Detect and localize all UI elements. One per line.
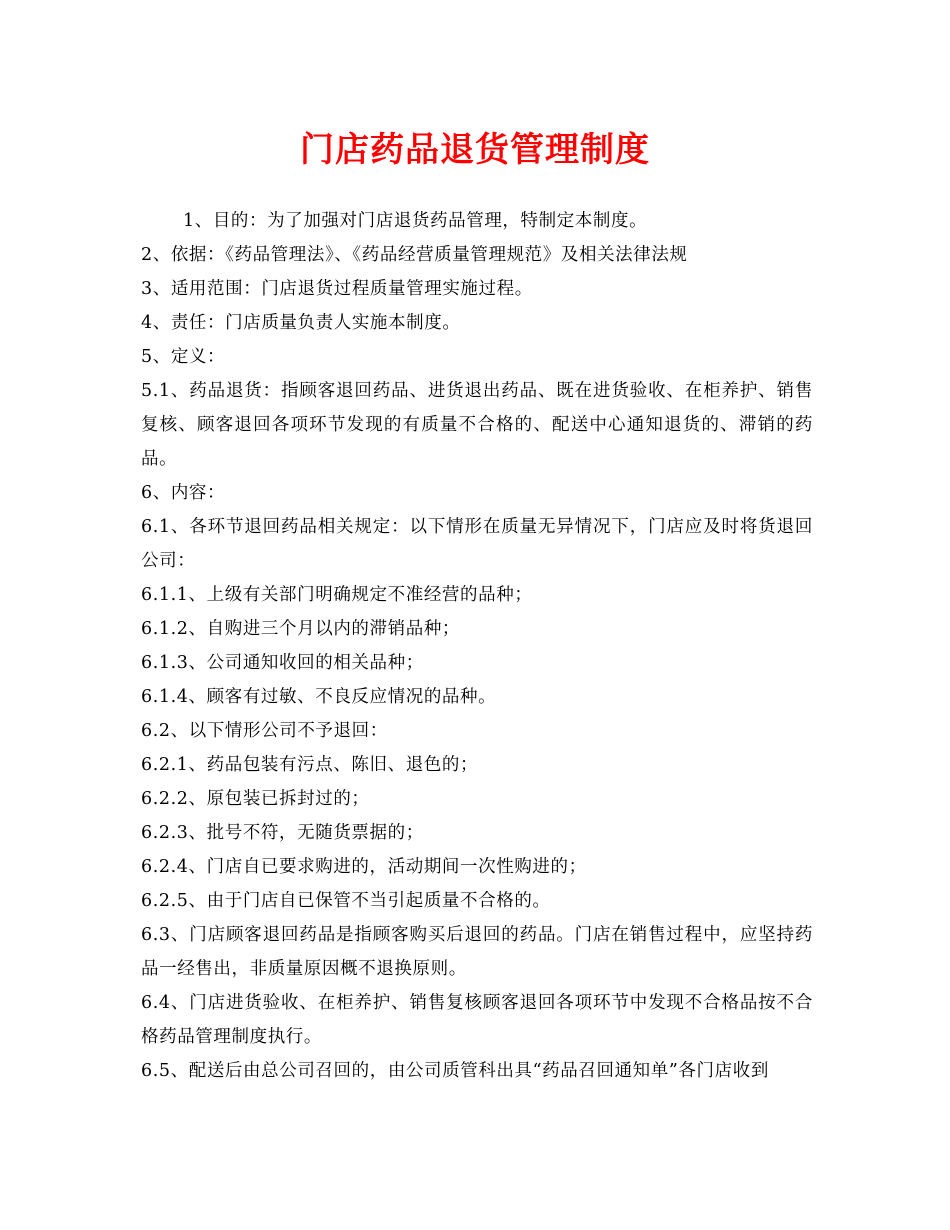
paragraph-6-1: 6.1、各环节退回药品相关规定：以下情形在质量无异情况下，门店应及时将货退回公司： <box>141 517 813 571</box>
paragraph-6-3: 6.3、门店顾客退回药品是指顾客购买后退回的药品。门店在销售过程中，应坚持药品一经售出，非质量原因概不退换原则。 <box>141 925 813 979</box>
paragraph-6-2-1: 6.2.1、药品包装有污点、陈旧、退色的； <box>141 755 479 775</box>
paragraph-scope: 3、适用范围：门店退货过程质量管理实施过程。 <box>141 279 533 299</box>
paragraph-definition-heading: 5、定义： <box>141 347 226 367</box>
paragraph-6-4: 6.4、门店进货验收、在柜养护、销售复核顾客退回各项环节中发现不合格品按不合格药品管理制度执行。 <box>141 993 813 1047</box>
paragraph-6-5: 6.5、配送后由总公司召回的，由公司质管科出具“药品召回通知单”各门店收到 <box>141 1061 769 1081</box>
paragraph-6-2-5: 6.2.5、由于门店自已保管不当引起质量不合格的。 <box>141 891 551 911</box>
paragraph-6-2-4: 6.2.4、门店自已要求购进的，活动期间一次性购进的； <box>141 857 587 877</box>
paragraph-content-heading: 6、内容： <box>141 483 226 503</box>
paragraph-6-2-3: 6.2.3、批号不符，无随货票据的； <box>141 823 424 843</box>
paragraph-6-1-4: 6.1.4、顾客有过敏、不良反应情况的品种。 <box>141 687 497 707</box>
paragraph-6-2-2: 6.2.2、原包装已拆封过的； <box>141 789 370 809</box>
document-title: 门店药品退货管理制度 <box>300 130 650 170</box>
paragraph-6-1-3: 6.1.3、公司通知收回的相关品种； <box>141 653 424 673</box>
paragraph-6-2: 6.2、以下情形公司不予退回： <box>141 721 388 741</box>
paragraph-basis: 2、依据：《药品管理法》、《药品经营质量管理规范》及相关法律法规 <box>141 245 688 265</box>
document-body <box>141 204 813 1088</box>
paragraph-6-1-2: 6.1.2、自购进三个月以内的滞销品种； <box>141 619 461 639</box>
paragraph-responsibility: 4、责任：门店质量负责人实施本制度。 <box>141 313 461 333</box>
paragraph-definition-5-1: 5.1、药品退货：指顾客退回药品、进货退出药品、既在进货验收、在柜养护、销售复核、顾客退回各项环节发现的有质量不合格的、配送中心通知退货的、滞销的药品。 <box>141 381 813 469</box>
paragraph-6-1-1: 6.1.1、上级有关部门明确规定不准经营的品种； <box>141 585 533 605</box>
paragraph-purpose: 1、目的：为了加强对门店退货药品管理，特制定本制度。 <box>183 211 648 231</box>
